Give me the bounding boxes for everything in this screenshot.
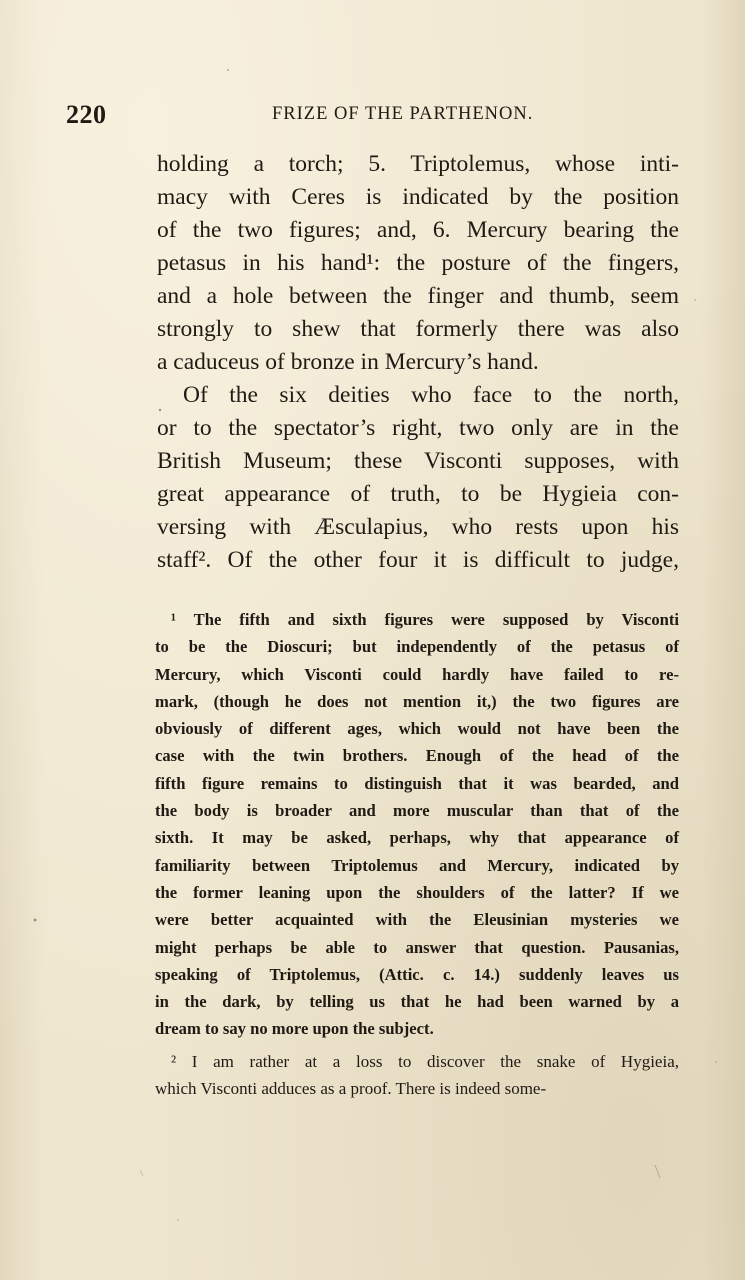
- footnote-line: were better acquainted with the Eleusinian mysteries we: [155, 910, 679, 930]
- footnote-line: familiarity between Triptolemus and Mercury, indicated by: [155, 855, 679, 875]
- footnote-line: obviously of different ages, which would not have been the: [155, 719, 679, 739]
- footnote-line: to be the Dioscuri; but independently of the petasus of: [155, 637, 679, 657]
- text-line: or to the spectator’s right, two only are in the: [157, 415, 679, 441]
- running-title: FRIZE OF THE PARTHENON.: [272, 104, 534, 124]
- text-line: great appearance of truth, to be Hygieia con-: [157, 481, 679, 507]
- page-number: 220: [66, 100, 107, 129]
- footnote-line: ² I am rather at a loss to discover the snake of Hygieia,: [171, 1051, 679, 1071]
- footnote-line: mark, (though he does not mention it,) the two figures are: [155, 691, 679, 711]
- main-text: [157, 148, 679, 577]
- footnote-2: [155, 1048, 679, 1103]
- text-line: a caduceus of bronze in Mercury’s hand.: [157, 349, 539, 375]
- text-line: of the two figures; and, 6. Mercury bearing the: [157, 217, 679, 243]
- footnote-line: dream to say no more upon the subject.: [155, 1019, 434, 1039]
- text-line: British Museum; these Visconti supposes, with: [157, 448, 679, 474]
- footnote-line: speaking of Triptolemus, (Attic. c. 14.) suddenly leaves us: [155, 964, 679, 984]
- text-line: and a hole between the finger and thumb, seem: [157, 283, 679, 309]
- footnote-line: in the dark, by telling us that he had been warned by a: [155, 992, 679, 1012]
- footnote-1: [155, 606, 679, 1043]
- footnote-line: sixth. It may be asked, perhaps, why that appearance of: [155, 828, 679, 848]
- text-line: versing with Æsculapius, who rests upon his: [157, 514, 679, 540]
- text-line: Of the six deities who face to the north,: [183, 382, 679, 408]
- text-line: strongly to shew that formerly there was also: [157, 316, 679, 342]
- footnote-line: the body is broader and more muscular than that of the: [155, 801, 679, 821]
- text-line: holding a torch; 5. Triptolemus, whose inti-: [157, 151, 679, 177]
- footnote-line: the former leaning upon the shoulders of the latter? If we: [155, 882, 679, 902]
- footnote-line: might perhaps be able to answer that question. Pausanias,: [155, 937, 679, 957]
- footnote-line: Mercury, which Visconti could hardly have failed to re-: [155, 664, 679, 684]
- text-line: macy with Ceres is indicated by the position: [157, 184, 679, 210]
- footnote-line: which Visconti adduces as a proof. There is indeed some-: [155, 1079, 547, 1099]
- text-line: petasus in his hand¹: the posture of the fingers,: [157, 250, 679, 276]
- footnote-line: fifth figure remains to distinguish that it was bearded, and: [155, 773, 679, 793]
- footnotes: [155, 606, 679, 1102]
- text-line: staff². Of the other four it is difficult to judge,: [157, 547, 679, 573]
- running-head: [66, 100, 680, 134]
- footnote-line: case with the twin brothers. Enough of the head of the: [155, 746, 679, 766]
- footnote-line: ¹ The fifth and sixth figures were supposed by Visconti: [171, 610, 679, 629]
